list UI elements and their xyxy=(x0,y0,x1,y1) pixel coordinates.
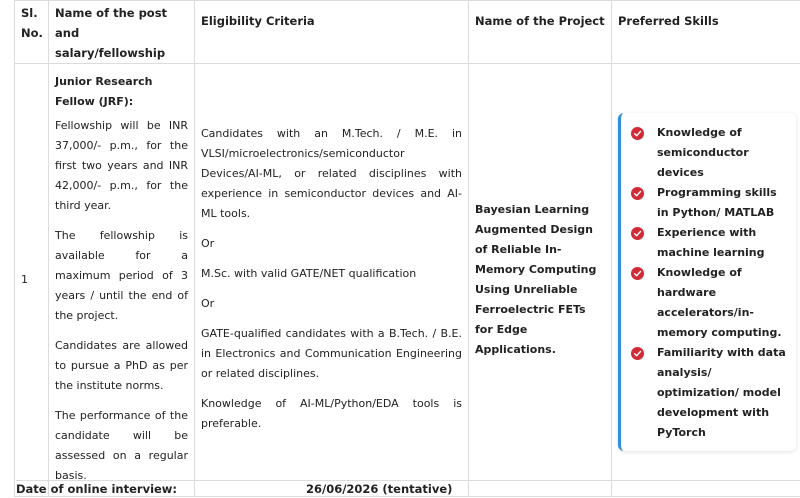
eligibility-btech: GATE-qualified candidates with a B.Tech. / B.E. in Electronics and Communication Engineering or related disciplines. xyxy=(201,327,462,380)
interview-date: 26/06/2026 (tentative) xyxy=(306,482,453,496)
skills-list xyxy=(631,123,790,443)
row-sl-no: 1 xyxy=(15,64,49,497)
eligibility-msc: M.Sc. with valid GATE/NET qualification xyxy=(201,267,417,280)
eligibility-or-1: Or xyxy=(201,237,215,250)
check-circle-icon xyxy=(631,267,644,280)
header-eligibility: Eligibility Criteria xyxy=(195,1,469,64)
check-circle-icon xyxy=(631,187,644,200)
list-item xyxy=(631,263,790,343)
post-paragraph-duration: The fellowship is available for a maximum period of 3 years / until the end of the project. xyxy=(55,229,188,322)
post-cell xyxy=(49,64,195,497)
header-sl-no: Sl. No. xyxy=(15,1,49,64)
check-circle-icon xyxy=(631,347,644,360)
eligibility-mtech: Candidates with an M.Tech. / M.E. in VLSI/microelectronics/semiconductor Devices/AI-ML, or related disciplines with experience in semiconductor devices and AI-ML tools. xyxy=(201,127,462,220)
check-circle-icon xyxy=(631,227,644,240)
table-row xyxy=(15,64,800,497)
post-title: Junior Research Fellow (JRF): xyxy=(55,75,153,108)
list-item xyxy=(631,343,790,443)
post-paragraph-salary: Fellowship will be INR 37,000/- p.m., for the first two years and INR 42,000/- p.m., for the third year. xyxy=(55,119,188,212)
skill-text: Knowledge of hardware accelerators/in-memory computing. xyxy=(657,266,782,339)
check-circle-icon xyxy=(631,127,644,140)
header-project: Name of the Project xyxy=(469,1,612,64)
skills-cell xyxy=(612,64,800,497)
interview-label: Date of online interview: xyxy=(16,482,178,496)
skills-box xyxy=(618,113,796,451)
positions-table xyxy=(14,0,800,497)
divider xyxy=(16,480,800,481)
list-item xyxy=(631,183,790,223)
header-skills: Preferred Skills xyxy=(612,1,800,64)
table-header-row xyxy=(15,1,800,64)
project-cell: Bayesian Learning Augmented Design of Reliable In-Memory Computing Using Unreliable Ferroelectric FETs for Edge Applications. xyxy=(469,64,612,497)
list-item xyxy=(631,123,790,183)
list-item xyxy=(631,223,790,263)
skill-text: Programming skills in Python/ MATLAB xyxy=(657,186,777,219)
eligibility-or-2: Or xyxy=(201,297,215,310)
eligibility-cell xyxy=(195,64,469,497)
post-paragraph-assessment: The performance of the candidate will be assessed on a regular basis. xyxy=(55,409,188,482)
post-paragraph-phd: Candidates are allowed to pursue a PhD as per the institute norms. xyxy=(55,339,188,392)
header-post-name: Name of the post and salary/fellowship xyxy=(49,1,195,64)
eligibility-tools: Knowledge of AI-ML/Python/EDA tools is preferable. xyxy=(201,397,462,430)
skill-text: Familiarity with data analysis/ optimization/ model development with PyTorch xyxy=(657,346,786,439)
skill-text: Knowledge of semiconductor devices xyxy=(657,126,749,179)
skill-text: Experience with machine learning xyxy=(657,226,765,259)
interview-row xyxy=(16,480,796,498)
